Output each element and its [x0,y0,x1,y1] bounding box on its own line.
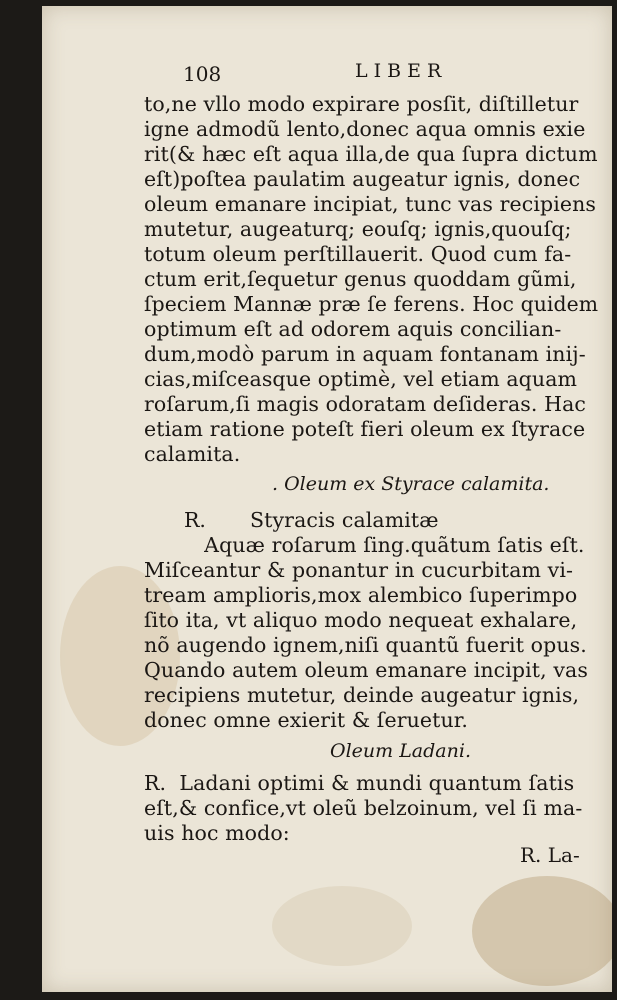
text-line: Quando autem oleum emanare incipit, vas [144,658,588,682]
text-line: igne admodũ lento,donec aqua omnis exie [144,117,586,141]
text-line: R. Ladani optimi & mundi quantum ſatis [144,771,575,795]
text-line: dum,modò parum in aquam fontanam inij- [144,342,586,366]
running-title: LIBER [355,60,448,82]
text-line: tream amplioris,mox alembico ſuperimpo [144,583,578,607]
text-line: totum oleum perſtillauerit. Quod cum fa- [144,242,572,266]
text-line: rit(& hæc eſt aqua illa,de qua ſupra dictum [144,142,598,166]
text-line: calamita. [144,442,241,466]
text-line: mutetur, augeaturq; eouſq; ignis,quouſq; [144,217,572,241]
text-line: cias,miſceasque optimè, vel etiam aquam [144,367,578,391]
text-line: eſt,& confice,vt oleũ belzoinum, vel ſi ma- [144,796,583,820]
text-line: optimum eſt ad odorem aquis concilian- [144,317,562,341]
page-number: 108 [183,62,222,86]
recipe-ingredient: Styracis calamitæ [250,508,439,532]
text-line: oleum emanare incipiat, tunc vas recipiens [144,192,597,216]
text-line: ſito ita, vt aliquo modo nequeat exhalare, [144,608,578,632]
text-line: Aquæ roſarum ſing.quãtum ſatis eſt. [138,533,585,557]
text-line: etiam ratione poteſt fieri oleum ex ſtyrace [144,417,586,441]
text-line: ctum erit,ſequetur genus quoddam gũmi, [144,267,577,291]
recipe-label: R. [184,508,206,532]
catchword: R. La- [520,843,580,867]
text-line: ſpeciem Mannæ præ ſe ferens. Hoc quidem [144,292,599,316]
text-line: uis hoc modo: [144,821,290,845]
text-line: to,ne vllo modo expirare posſit, diſtilletur [144,92,579,116]
text-line: roſarum,ſi magis odoratam deſideras. Hac [144,392,586,416]
water-stain [472,876,612,986]
section-heading: . Oleum ex Styrace calamita. [272,473,550,495]
text-line: nõ augendo ignem,niſi quantũ fuerit opus. [144,633,587,657]
text-line: Miſceantur & ponantur in cucurbitam vi- [144,558,574,582]
text-line: recipiens mutetur, deinde augeatur ignis, [144,683,580,707]
water-stain [272,886,412,966]
section-heading: Oleum Ladani. [330,740,471,762]
text-line: donec omne exierit & ſeruetur. [144,708,469,732]
text-line: eſt)poſtea paulatim augeatur ignis, donec [144,167,581,191]
